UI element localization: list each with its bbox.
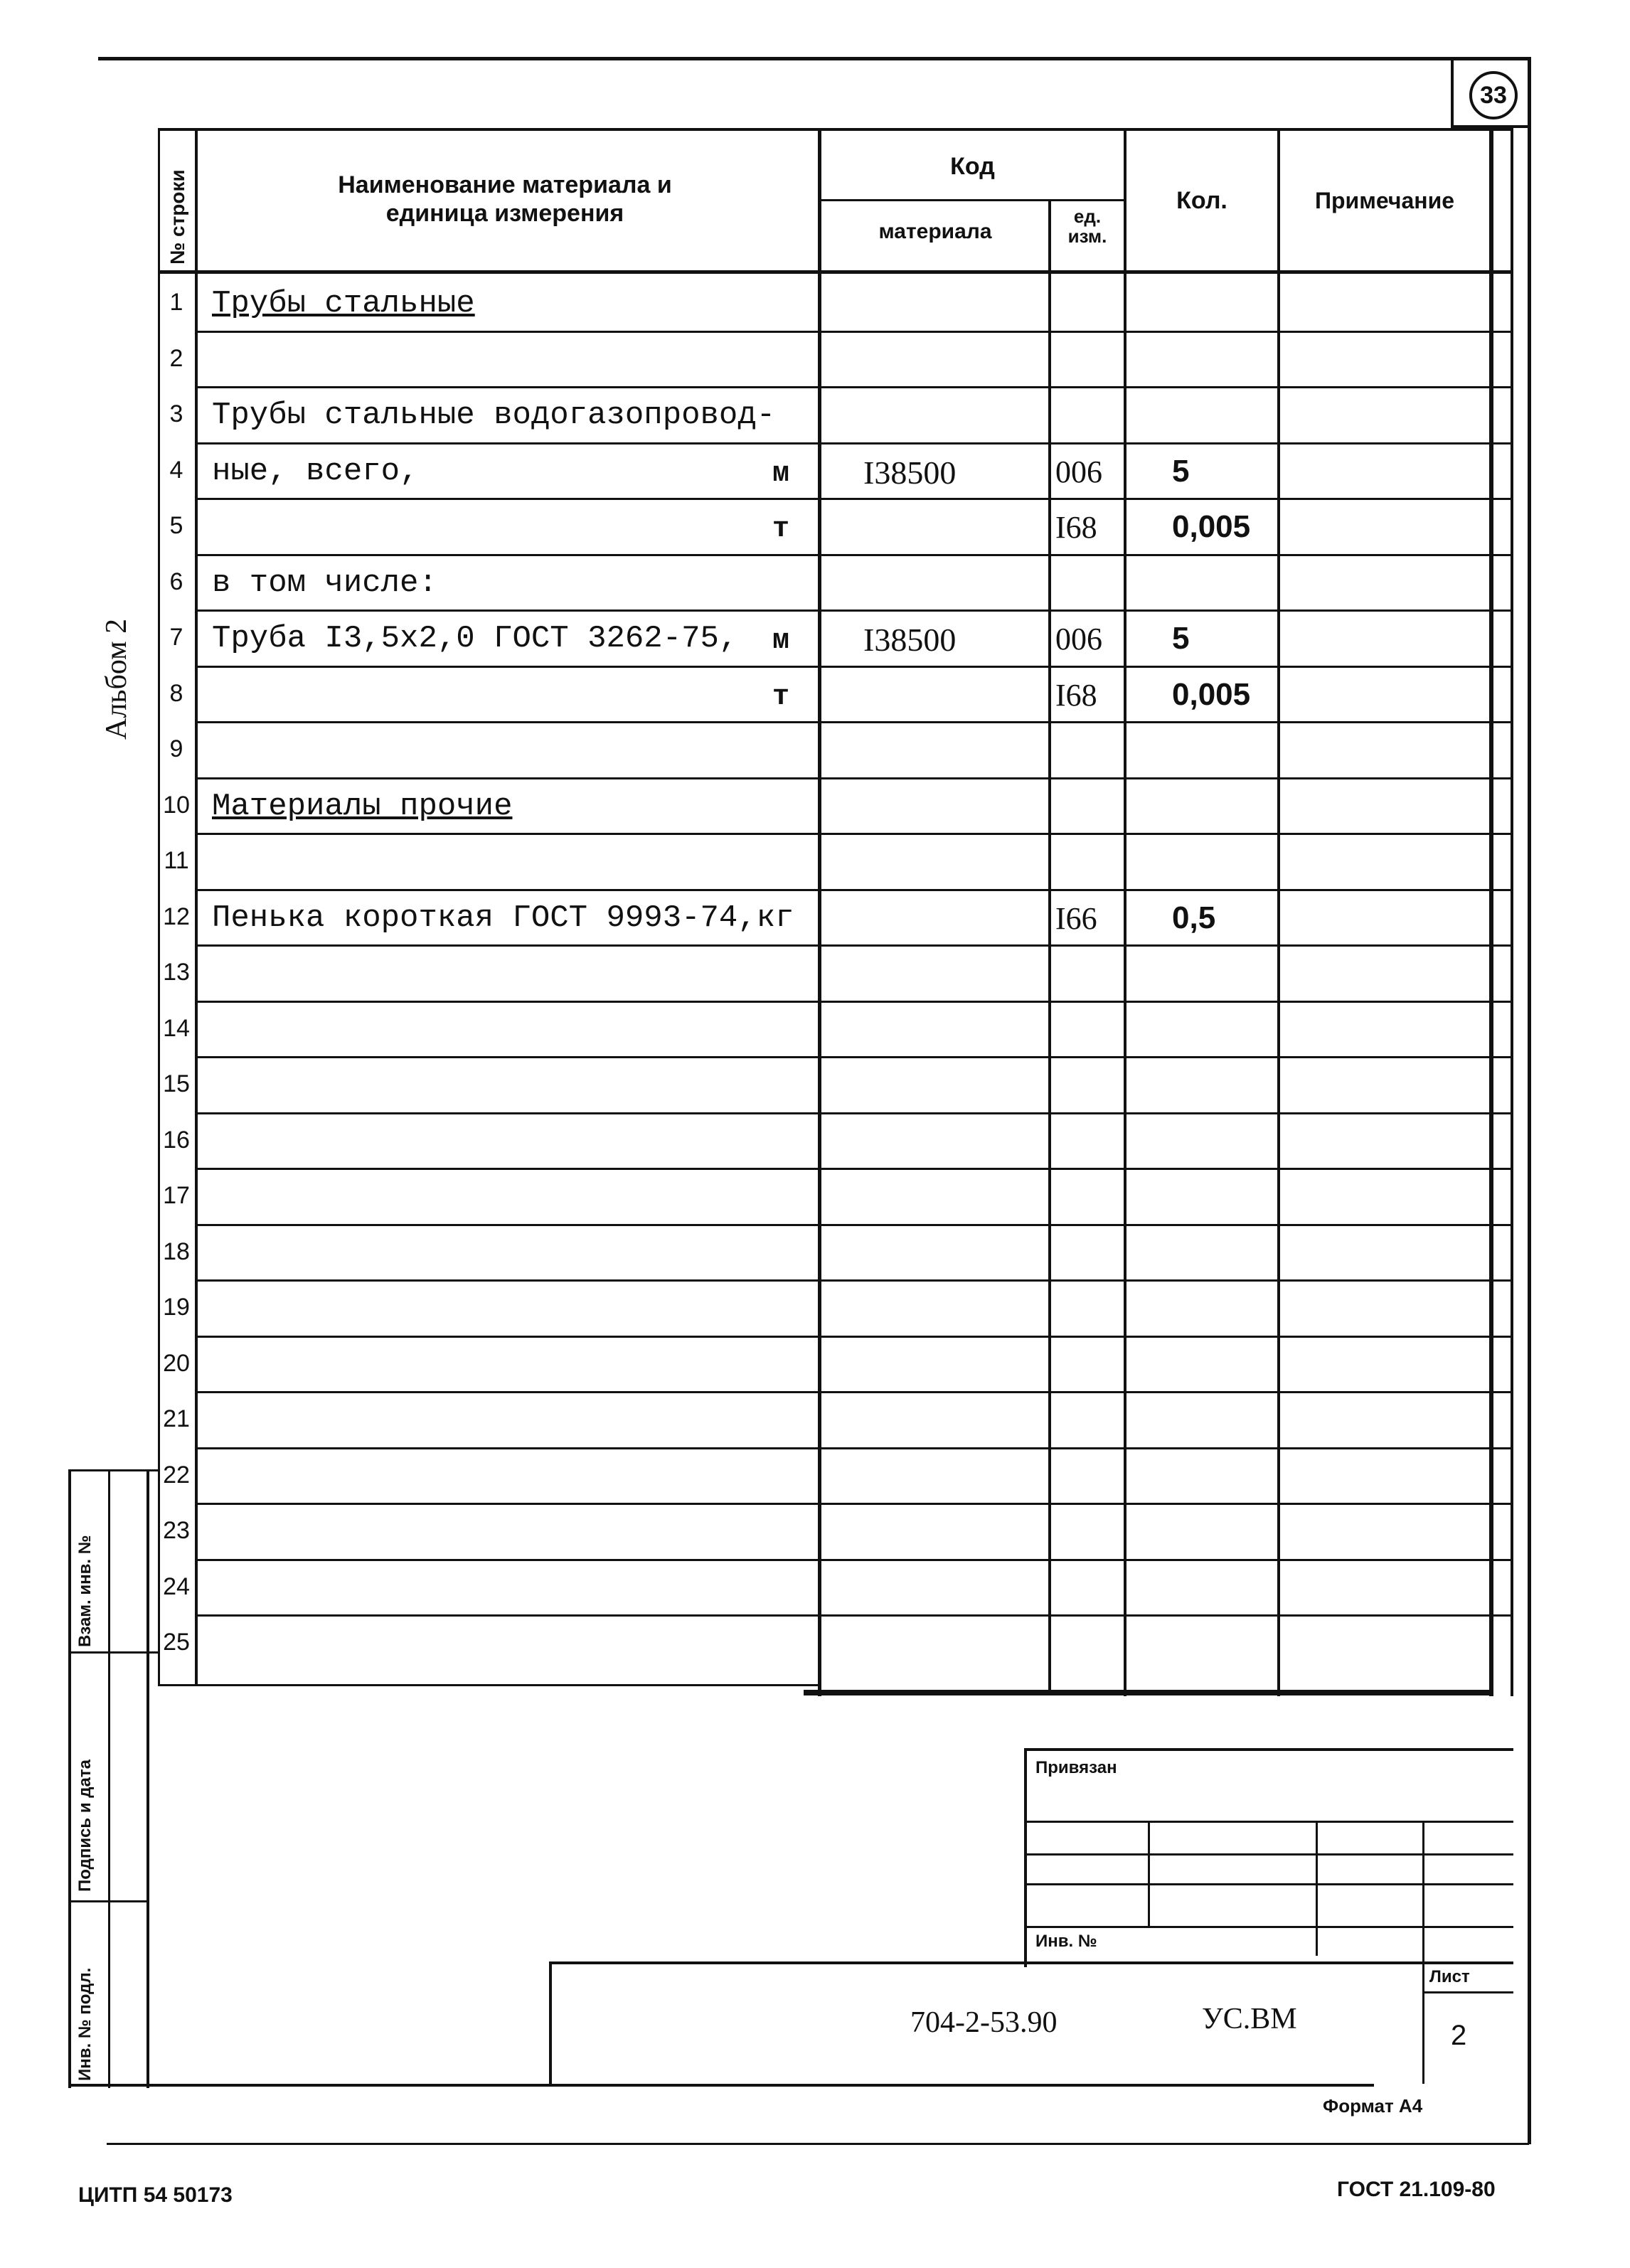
- header-row-no: № строки: [166, 169, 188, 265]
- doc-code: 704-2-53.90: [910, 2006, 1058, 2039]
- row-separator: [195, 442, 1511, 444]
- material-name: Пенька короткая ГОСТ 9993-74,кг: [212, 900, 794, 936]
- margin-bottom-line: [68, 2084, 1374, 2087]
- margin-split-2: [68, 1900, 148, 1902]
- rownum-bottom-line: [158, 1684, 819, 1686]
- unit-word: м: [772, 458, 790, 490]
- header-note: Примечание: [1314, 188, 1455, 213]
- tb-col-2: [1316, 1821, 1318, 1956]
- code-split-line: [818, 199, 1124, 201]
- col-line-qty: [1277, 128, 1280, 1696]
- tb-inv-no: Инв. №: [1035, 1932, 1097, 1951]
- inv-podl-label: Инв. № подл.: [75, 1967, 95, 2081]
- row-separator: [195, 554, 1511, 556]
- col-line-name: [818, 128, 821, 1696]
- material-name: Труба I3,5х2,0 ГОСТ 3262-75,: [212, 621, 738, 656]
- quantity: 5: [1172, 454, 1190, 489]
- col-line-right-outer: [1511, 128, 1513, 1696]
- unit-code: 006: [1055, 454, 1102, 489]
- row-separator: [195, 1224, 1511, 1226]
- quantity: 0,005: [1172, 509, 1251, 544]
- podpis-data-label: Подпись и дата: [75, 1759, 95, 1892]
- bottom-border-line: [107, 2143, 1529, 2145]
- row-separator: [195, 1279, 1511, 1282]
- row-number: 25: [163, 1629, 190, 1656]
- material-name: Трубы стальные водогазопровод-: [212, 398, 776, 433]
- quantity: 0,5: [1172, 900, 1216, 935]
- vzam-inv-label: Взам. инв. №: [75, 1535, 95, 1647]
- row-number: 17: [163, 1182, 190, 1209]
- row-separator: [195, 609, 1511, 612]
- row-number: 19: [163, 1294, 190, 1321]
- row-separator: [195, 498, 1511, 500]
- row-separator: [195, 1168, 1511, 1170]
- row-number: 12: [163, 903, 190, 930]
- footer-left: ЦИТП 54 50173: [78, 2183, 233, 2207]
- row-number: 1: [169, 289, 183, 316]
- table-left-lower: [147, 1686, 149, 2084]
- unit-word: т: [772, 681, 790, 713]
- row-separator: [195, 386, 1511, 388]
- row-separator: [195, 1614, 1511, 1617]
- col-line-rownum: [195, 128, 198, 1686]
- material-name: в том числе:: [212, 565, 437, 601]
- tb-line-3: [1024, 1883, 1513, 1885]
- header-qty: Кол.: [1176, 187, 1227, 214]
- row-number: 4: [169, 457, 183, 484]
- row-separator: [195, 666, 1511, 668]
- row-separator: [195, 1391, 1511, 1393]
- row-separator: [195, 331, 1511, 333]
- sheet-number: 2: [1451, 2020, 1467, 2051]
- quantity: 5: [1172, 621, 1190, 656]
- row-separator: [195, 1559, 1511, 1561]
- row-number: 20: [163, 1350, 190, 1377]
- col-line-unit: [1124, 128, 1126, 1696]
- col-line-note-right: [1489, 128, 1493, 1696]
- table-bottom-line: [804, 1690, 1493, 1695]
- header-bottom-line: [158, 270, 1513, 274]
- row-separator: [195, 889, 1511, 891]
- header-code-unit: ед. изм.: [1067, 206, 1107, 247]
- format-label: Формат А4: [1323, 2095, 1423, 2117]
- unit-code: I66: [1055, 901, 1097, 936]
- header-name: Наименование материала и единица измерения: [338, 171, 672, 227]
- tb-col-1: [1148, 1821, 1150, 1927]
- row-separator: [195, 777, 1511, 779]
- unit-code: 006: [1055, 622, 1102, 656]
- row-number: 18: [163, 1238, 190, 1265]
- sheet-label: Лист: [1429, 1967, 1470, 1986]
- row-separator: [195, 1447, 1511, 1449]
- material-code: I38500: [863, 622, 957, 658]
- row-number: 8: [169, 680, 183, 707]
- sheet-marker-circle: [1469, 71, 1518, 119]
- row-number: 16: [163, 1127, 190, 1154]
- tb-main-top: [549, 1961, 1513, 1964]
- tb-main-left: [549, 1961, 552, 2087]
- footer-right: ГОСТ 21.109-80: [1337, 2178, 1496, 2201]
- row-number: 7: [169, 624, 183, 651]
- doc-mark: УС.ВМ: [1202, 2003, 1297, 2035]
- right-border-line: [1528, 57, 1531, 2144]
- row-number: 23: [163, 1517, 190, 1544]
- unit-code: I68: [1055, 510, 1097, 545]
- top-border-line: [98, 57, 1529, 60]
- row-number: 2: [169, 345, 183, 372]
- row-number: 13: [163, 959, 190, 986]
- col-line-material: [1048, 201, 1051, 1695]
- album-label: Альбом 2: [100, 618, 133, 740]
- tb-line-2: [1024, 1853, 1513, 1856]
- unit-word: м: [772, 625, 790, 657]
- tb-sheet-split: [1422, 1991, 1513, 1993]
- row-number: 10: [163, 792, 190, 819]
- row-separator: [195, 721, 1511, 723]
- tb-col-3: [1422, 1821, 1424, 2084]
- margin-top-line: [68, 1469, 158, 1471]
- row-number: 22: [163, 1462, 190, 1489]
- material-name: ные, всего,: [212, 454, 419, 489]
- row-number: 15: [163, 1070, 190, 1097]
- unit-code: I68: [1055, 678, 1097, 713]
- row-separator: [195, 1001, 1511, 1003]
- row-number: 9: [169, 735, 183, 762]
- row-separator: [195, 1336, 1511, 1338]
- row-number: 11: [164, 847, 189, 874]
- row-separator: [195, 1056, 1511, 1058]
- row-separator: [195, 1112, 1511, 1114]
- unit-word: т: [772, 513, 790, 545]
- header-code-material: материала: [878, 220, 992, 243]
- row-number: 24: [163, 1573, 190, 1600]
- header-code: Код: [950, 153, 995, 180]
- row-number: 14: [163, 1015, 190, 1042]
- material-code: I38500: [863, 454, 957, 491]
- row-number: 6: [169, 568, 183, 595]
- margin-split-1: [68, 1651, 158, 1654]
- row-separator: [195, 833, 1511, 835]
- header-top-line: [158, 128, 1513, 131]
- row-number: 3: [169, 400, 183, 427]
- quantity: 0,005: [1172, 677, 1251, 712]
- tb-line-4: [1024, 1926, 1513, 1928]
- tb-privyazan: Привязан: [1035, 1758, 1117, 1777]
- tb-top-line: [1024, 1748, 1513, 1751]
- material-name: Трубы стальные: [212, 286, 475, 321]
- row-separator: [195, 1503, 1511, 1505]
- row-number: 5: [169, 512, 183, 539]
- material-name: Материалы прочие: [212, 789, 513, 824]
- margin-line-inner: [108, 1469, 110, 2088]
- margin-line-outer: [68, 1469, 71, 2088]
- sheet-marker-number: 33: [1480, 82, 1507, 109]
- row-separator: [195, 944, 1511, 947]
- tb-line-1: [1024, 1821, 1513, 1823]
- row-number: 21: [163, 1405, 190, 1432]
- tb-left-line: [1024, 1748, 1027, 1967]
